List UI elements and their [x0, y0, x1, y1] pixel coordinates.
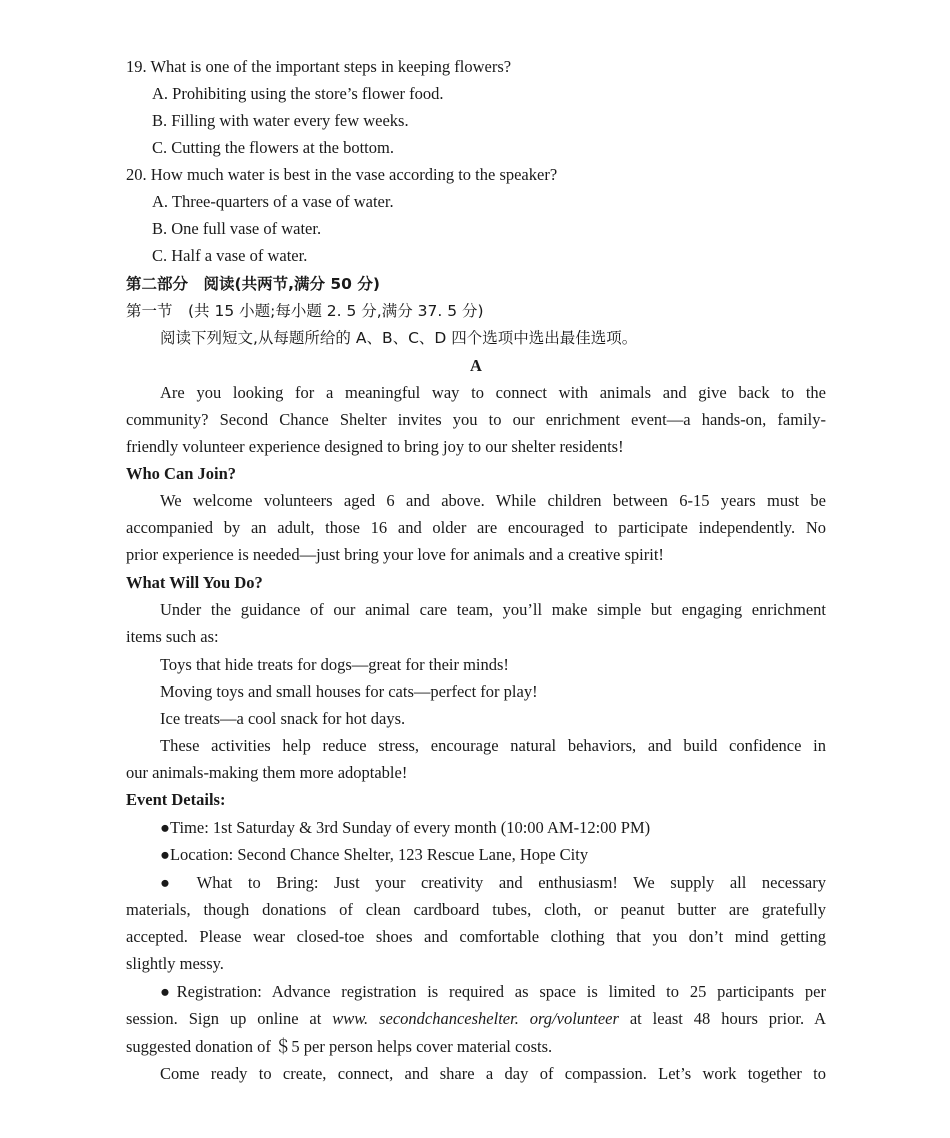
who-can-join-heading: Who Can Join?	[126, 464, 237, 483]
question-19-option-b: B. Filling with water every few weeks.	[152, 111, 409, 130]
registration-text-after-url: at least 48 hours prior. A	[618, 1009, 826, 1028]
event-location: ●Location: Second Chance Shelter, 123 Rescue Lane, Hope City	[160, 845, 589, 864]
event-registration-line-2	[126, 1008, 826, 1030]
section-subsection-title: 第一节 (共 15 小题;每小题 2. 5 分,满分 37. 5 分)	[126, 302, 484, 320]
passage-intro-line-1: Are you looking for a meaningful way to connect with animals and give back to the	[160, 383, 826, 402]
question-19-option-a: A. Prohibiting using the store’s flower food.	[152, 84, 444, 103]
passage-intro-line-2: community? Second Chance Shelter invites you to our enrichment event—a hands-on, family-	[126, 410, 826, 429]
what-will-you-do-line-2: items such as:	[126, 627, 219, 646]
event-bring-line-4: slightly messy.	[126, 954, 224, 973]
question-20-option-a: A. Three-quarters of a vase of water.	[152, 192, 394, 211]
event-registration-line-3: suggested donation of ＄5 per person helps cover material costs.	[126, 1037, 553, 1056]
event-registration-line-1: ●Registration: Advance registration is required as space is limited to 25 participants per	[160, 982, 826, 1001]
registration-url: www. secondchanceshelter. org/volunteer	[332, 1009, 619, 1028]
closing-line-1: Come ready to create, connect, and share a day of compassion. Let’s work together to	[160, 1064, 826, 1083]
what-will-you-do-line-1: Under the guidance of our animal care team, you’ll make simple but engaging enrichment	[160, 600, 826, 619]
question-19-stem: 19. What is one of the important steps in keeping flowers?	[126, 57, 512, 76]
enrichment-item-1: Toys that hide treats for dogs—great for their minds!	[160, 655, 509, 674]
passage-label: A	[470, 356, 482, 375]
event-bring-line-1: ● What to Bring: Just your creativity and enthusiasm! We supply all necessary	[160, 873, 826, 892]
event-details-heading: Event Details:	[126, 790, 226, 809]
question-20-stem: 20. How much water is best in the vase according to the speaker?	[126, 165, 558, 184]
question-20-option-b: B. One full vase of water.	[152, 219, 322, 238]
enrichment-item-2: Moving toys and small houses for cats—perfect for play!	[160, 682, 538, 701]
event-bring-line-3: accepted. Please wear closed-toe shoes and comfortable clothing that you don’t mind getting	[126, 927, 826, 946]
what-will-you-do-heading: What Will You Do?	[126, 573, 263, 592]
passage-intro-line-3: friendly volunteer experience designed to bring joy to our shelter residents!	[126, 437, 624, 456]
who-can-join-line-1: We welcome volunteers aged 6 and above. While children between 6-15 years must be	[160, 491, 826, 510]
event-time: ●Time: 1st Saturday & 3rd Sunday of every month (10:00 AM-12:00 PM)	[160, 818, 651, 837]
registration-text-before-url: session. Sign up online at	[126, 1009, 333, 1028]
enrichment-item-3: Ice treats—a cool snack for hot days.	[160, 709, 406, 728]
benefit-line-1: These activities help reduce stress, encourage natural behaviors, and build confidence in	[160, 736, 826, 755]
question-20-option-c: C. Half a vase of water.	[152, 246, 308, 265]
benefit-line-2: our animals-making them more adoptable!	[126, 763, 408, 782]
who-can-join-line-3: prior experience is needed—just bring your love for animals and a creative spirit!	[126, 545, 664, 564]
section-part-title: 第二部分 阅读(共两节,满分 50 分)	[126, 275, 380, 293]
event-bring-line-2: materials, though donations of clean cardboard tubes, cloth, or peanut butter are gratefully	[126, 900, 826, 919]
question-19-option-c: C. Cutting the flowers at the bottom.	[152, 138, 394, 157]
who-can-join-line-2: accompanied by an adult, those 16 and older are encouraged to participate independently. No	[126, 518, 826, 537]
section-instruction: 阅读下列短文,从每题所给的 A、B、C、D 四个选项中选出最佳选项。	[160, 329, 638, 347]
